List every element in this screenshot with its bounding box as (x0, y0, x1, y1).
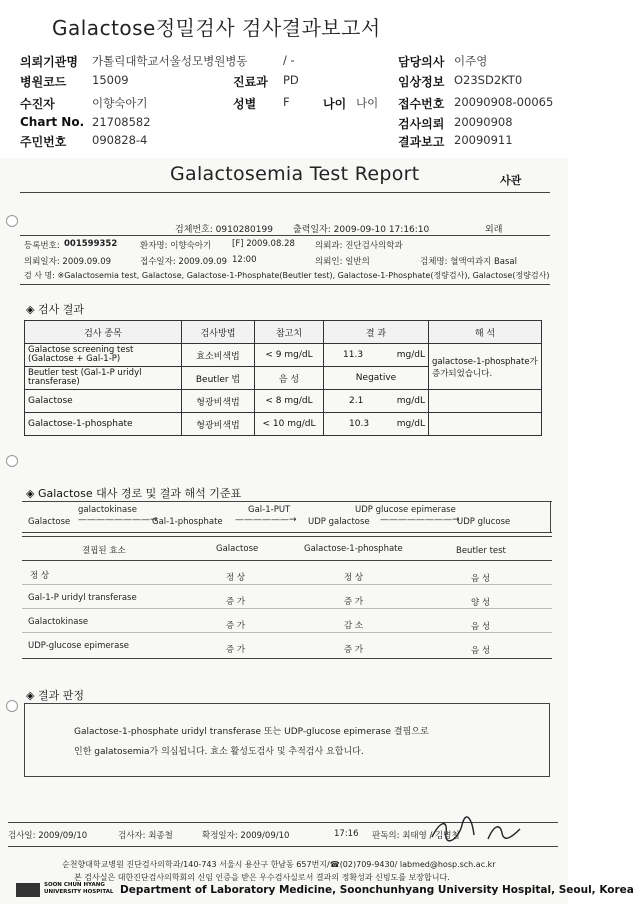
result-method: 형광비색법 (182, 413, 255, 436)
request-dept: 의뢰과: 진단검사의학과 (315, 241, 403, 251)
address-line-2: 본 검사실은 대한진단검사의학회의 신임 인증을 받은 우수검사실로서 결과의 정확성과 신빙도를 보장합니다. (74, 873, 450, 882)
reg-no-value: 001599352 (64, 239, 118, 249)
judgement-line-1: Galactose-1-phosphate uridyl transferase 또는 UDP-glucose epimerase 결핍으로 (74, 727, 429, 737)
divider (22, 560, 552, 561)
dept-label: 진료과 (233, 75, 268, 89)
doctor-label: 담당의사 (398, 55, 445, 69)
criteria-gal: 정 상 (226, 573, 246, 583)
criteria-header: Galactose (216, 544, 259, 554)
sex-dob: [F] 2009.08.28 (232, 239, 295, 249)
results-header: 검사방법 (182, 321, 255, 344)
test-names: 검 사 명: ※Galactosemia test, Galactose, Galactose-1-Phosphate(Beutler test), Galactose-1-Phosphate(정량검사), Galactose(정량검사) (24, 271, 550, 280)
requester: 의뢰인: 일반의 (315, 257, 370, 267)
age-value: 나이 (356, 96, 379, 110)
punch-hole (6, 215, 18, 227)
receipt-label: 접수번호 (398, 97, 445, 111)
report-title: Galactose정밀검사 검사결과보고서 (52, 16, 381, 40)
result-ref: < 9 mg/dL (255, 344, 324, 367)
request-value: 20090908 (454, 115, 513, 129)
criteria-header: Beutler test (456, 546, 506, 556)
table-row (25, 413, 542, 436)
criteria-beutler: 양 성 (471, 598, 491, 608)
punch-hole (6, 455, 18, 467)
result-method: Beutler 법 (182, 367, 255, 390)
reg-no-label: 등록번호: (24, 241, 60, 251)
footer-examiner: 검사자: 최종철 (118, 831, 173, 841)
results-section-title: ◈ 검사 결과 (26, 303, 84, 316)
ssn-value: 090828-4 (92, 133, 148, 147)
result-ref: 음 성 (255, 367, 324, 390)
result-unit: mg/dL (396, 350, 425, 360)
criteria-header: 결핍된 효소 (82, 546, 126, 556)
logo-text-2: UNIVERSITY HOSPITAL (44, 889, 114, 895)
chart-label: Chart No. (20, 115, 85, 129)
table-row (25, 390, 542, 413)
divider (22, 632, 552, 633)
stamp-mark: 사관 (500, 174, 522, 187)
enzyme-galactokinase: galactokinase (78, 505, 137, 515)
criteria-enzyme: Gal-1-P uridyl transferase (28, 593, 137, 603)
result-value-cell (324, 413, 429, 436)
footer-confirm-date: 확정일자: 2009/09/10 (202, 831, 290, 841)
criteria-enzyme: Galactokinase (28, 617, 89, 627)
report-date-value: 20090911 (454, 133, 513, 147)
criteria-gal1p: 감 소 (344, 621, 364, 631)
patient-value: 이향숙아기 (92, 96, 148, 110)
results-header: 결 과 (324, 321, 429, 344)
print-date: 출력일자: 2009-09-10 17:16:10 (293, 225, 430, 235)
judgement-line-2: 인한 galatosemia가 의심됩니다. 효소 활성도검사 및 추적검사 요합니다. (74, 747, 364, 757)
clinical-label: 임상정보 (398, 75, 445, 89)
criteria-gal: 증 가 (226, 621, 246, 631)
divider (20, 192, 550, 193)
hospital-code-label: 병원코드 (20, 75, 67, 89)
hospital-logo-icon (16, 883, 40, 897)
criteria-header: Galactose-1-phosphate (304, 544, 403, 554)
result-item: Galactose (25, 390, 182, 413)
request-label: 검사의뢰 (398, 117, 445, 131)
scan-title: Galactosemia Test Report (170, 163, 420, 185)
result-unit: mg/dL (396, 396, 425, 406)
specimen: 검체명: 혈액여과지 Basal (420, 257, 517, 267)
diagram-border (550, 501, 551, 533)
footer-exam-date: 검사일: 2009/09/10 (8, 831, 88, 841)
request-date: 의뢰일자: 2009.09.09 (24, 257, 112, 267)
result-value-cell (324, 390, 429, 413)
patient-name: 환자명: 이향숙아기 (140, 241, 212, 251)
results-header: 검사 종목 (25, 321, 182, 344)
clinical-value: O23SD2KT0 (454, 73, 523, 87)
hospital-code-value: 15009 (92, 73, 129, 87)
result-unit: mg/dL (396, 419, 425, 429)
divider (20, 284, 550, 285)
footer-reader: 판독의: 최태영 / 김병철 (372, 831, 460, 841)
pathway-section-title: ◈ Galactose 대사 경로 및 결과 해석 기준표 (26, 487, 242, 500)
ward-value: / - (283, 53, 295, 67)
footer-time: 17:16 (334, 829, 359, 839)
criteria-beutler: 음 성 (471, 646, 491, 656)
results-table (24, 320, 542, 436)
sex-label: 성별 (233, 97, 257, 111)
result-item: Galactose-1-phosphate (25, 413, 182, 436)
result-method: 형광비색법 (182, 390, 255, 413)
table-row (25, 344, 542, 367)
divider (8, 846, 558, 847)
interpretation-empty (429, 390, 542, 413)
criteria-beutler: 음 성 (471, 574, 491, 584)
result-ref: < 10 mg/dL (255, 413, 324, 436)
divider (22, 608, 552, 609)
institution-value: 가톨릭대학교서울성모병원병동 (92, 54, 248, 68)
receipt-value: 20090908-00065 (454, 95, 554, 109)
result-value: 10.3 (349, 419, 370, 429)
criteria-gal1p: 증 가 (344, 645, 364, 655)
judgement-box (24, 703, 550, 777)
arrow-icon: ————————→ (78, 515, 158, 525)
metabolite-udp-galactose: UDP galactose (308, 517, 370, 527)
divider (20, 235, 550, 236)
criteria-gal1p: 정 상 (344, 573, 364, 583)
result-method: 효소비색법 (182, 344, 255, 367)
signature-icon (428, 815, 528, 845)
result-item: Galactose screening test (Galactose + Gal-1-P) (25, 344, 182, 367)
result-item: Beutler test (Gal-1-P uridyl transferase) (25, 367, 182, 390)
divider (22, 658, 552, 659)
criteria-gal: 증 가 (226, 645, 246, 655)
diagram-border (22, 501, 552, 502)
age-label: 나이 (323, 97, 347, 111)
dept-value: PD (283, 73, 299, 87)
interpretation: galactose-1-phosphate가 증가되었습니다. (429, 344, 542, 390)
judgement-section-title: ◈ 결과 판정 (26, 689, 84, 702)
divider (22, 584, 552, 585)
criteria-gal: 증 가 (226, 597, 246, 607)
patient-label: 수진자 (20, 97, 55, 111)
metabolite-gal1p: Gal-1-phosphate (152, 517, 223, 527)
sex-value: F (283, 95, 290, 109)
metabolite-galactose: Galactose (28, 517, 71, 527)
logo-text-1: SOON CHUN HYANG (44, 882, 105, 888)
receive-date: 접수일자: 2009.09.09 (140, 257, 228, 267)
diagram-border (22, 532, 552, 533)
receive-time: 12:00 (232, 255, 257, 265)
result-ref: < 8 mg/dL (255, 390, 324, 413)
punch-hole (6, 700, 18, 712)
results-header: 참고치 (255, 321, 324, 344)
results-header: 해 석 (429, 321, 542, 344)
chart-value: 21708582 (92, 115, 151, 129)
doctor-value: 이주영 (454, 54, 488, 68)
divider (22, 536, 552, 537)
criteria-enzyme: UDP-glucose epimerase (28, 641, 130, 651)
department-footer: Department of Laboratory Medicine, Soonchunhyang University Hospital, Seoul, Korea (120, 884, 634, 896)
interpretation-empty (429, 413, 542, 436)
criteria-enzyme: 정 상 (30, 571, 50, 581)
result-value: 2.1 (349, 396, 364, 406)
exam-number: 검체번호: 0910280199 (175, 225, 273, 235)
report-date-label: 결과보고 (398, 135, 445, 149)
result-value: 11.3 (343, 350, 364, 360)
result-value: Negative (324, 367, 429, 390)
address-line-1: 순천향대학교병원 진단검사의학과/140-743 서울시 용산구 한남동 657번지/☎(02)709-9430/ labmed@hosp.sch.ac.kr (62, 860, 496, 869)
result-value-cell (324, 344, 429, 367)
institution-label: 의뢰기관명 (20, 55, 78, 69)
criteria-gal1p: 증 가 (344, 597, 364, 607)
criteria-beutler: 음 성 (471, 622, 491, 632)
ssn-label: 주민번호 (20, 135, 67, 149)
arrow-icon: ————————→ (380, 515, 460, 525)
outpatient-label: 외래 (485, 225, 503, 235)
metabolite-udp-glucose: UDP glucose (457, 517, 511, 527)
enzyme-epimerase: UDP glucose epimerase (355, 505, 456, 515)
enzyme-gal1put: Gal-1-PUT (248, 505, 291, 515)
arrow-icon: ——————→ (235, 515, 297, 525)
